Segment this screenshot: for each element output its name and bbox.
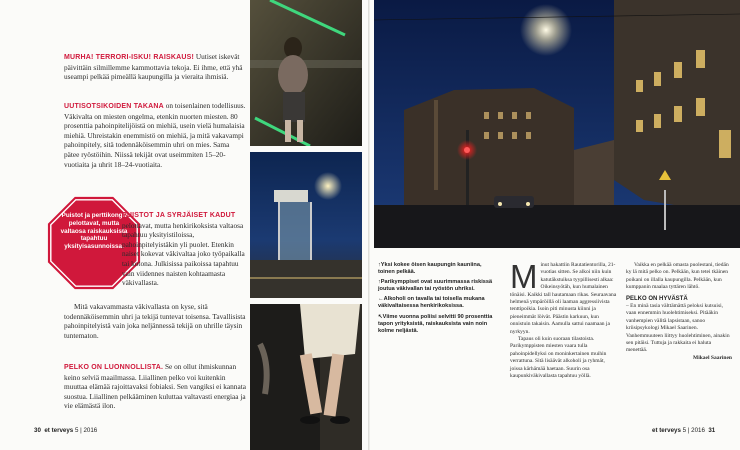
section-3-text: Se on ollut ihmiskunnan keino selviä maailmassa. Liiallinen pelko voi kuitenkin muuttaa elämää rajoittavaksi fobiaksi. Sen vangiksi ei kannata suostua. Liiallinen pelkääminen kuluttaa valtavasti energiaa ja vie elämästä ilon. (64, 362, 246, 411)
intro-heading: MURHA! TERRORI-ISKU! RAISKAUS! (64, 54, 195, 61)
right-folio (652, 427, 715, 434)
photo-woman-sitting (250, 304, 362, 450)
right-magazine-name: et terveys (652, 427, 681, 434)
left-folio (34, 427, 97, 434)
article-column-2 (626, 262, 732, 362)
right-page (370, 0, 740, 450)
intro-text: Uutiset iskevät päivittäin silmillemme kammottavia tekoja. Ei ihme, että yhä useampi pelkää pimeällä kaupungilla ja vieraita ihmisiä. (64, 52, 243, 82)
right-page-number: 31 (708, 427, 716, 434)
caption-2: ↑Parikymppiset ovat suurimmassa riskissä joutua väkivallan tai ryöstön uhriksi. (378, 279, 493, 293)
section-1 (64, 101, 246, 169)
sign-quote: Puistot ja perttikongit pelottavat, mutta valtaosa raiskauksista tapahtuu yksityisasunnoissa. (60, 212, 128, 251)
photo-bus-stop (250, 152, 362, 298)
column-2-text2: – En minä tasia välttämättä peloksi kutsuisi, vaan ennemmin huolehtimiseksi. Pitääkin vanhempien välitä lapsistaan, sanoo kriisipsykologi Mikael Saarinen. Vanhemmuuteen liittyy huolehtiminen, ainakin sen pitäisi. Tuttuja ja rakkaita ei haluta menettää. (626, 303, 730, 354)
caption-1: ↑Yksi kokee öisen kaupungin kauniina, toinen pelkää. (378, 262, 482, 276)
photo-city-street-night (374, 0, 740, 248)
dropcap: M (510, 258, 538, 295)
section-1-text: on toisenlainen todellisuus. Väkivalta on miesten ongelma, etenkin nuorten miesten. 80 prosenttia pahoinpitelijöistä on miehiä, usein vielä humalaisia miehiä. Uhreistakin enemmistö on miehiä, ja mitä vakavampi pahoinpitely, sitä todennäköisemmin uhri on mies. Sama pätee ryöstöihin. Niissä tekijät ovat useimmiten 15–20-vuotiaita ja uhrit 18–24-vuotiaita. (64, 101, 246, 169)
column-2-heading: PELKO ON HYVÄSTÄ (626, 295, 688, 302)
section-2-text2: Mitä vakavammasta väkivallasta on kyse, sitä todennäköisemmin uhri ja tekijä tuntevat toisensa. Tavallisista pahoinpitelyistä vain joka neljännessä tekijä on uhrille täysin tuntematon. (64, 302, 246, 340)
section-2 (122, 210, 246, 288)
section-1-heading: UUTISOTSIKOIDEN TAKANA (64, 103, 164, 110)
left-magazine-name: et terveys (44, 427, 74, 434)
right-issue: 5 | 2016 (682, 427, 705, 434)
left-issue: 5 | 2016 (74, 427, 98, 434)
section-2-text: pelottavat, mutta henkirikoksista valtaosa tapahtuu yksityistiloissa, pahoinpitelyistäkin yli puolet. Etenkin naiset kokevat väkivaltaa joko työpaikalla tai kotona. Julkisissa paikoissa tapahtuu vain viidennes naisten kohtaamasta väkivallasta. (122, 220, 245, 288)
section-3-heading: PELKO ON LUONNOLLISTA. (64, 364, 164, 371)
article-column-1 (510, 258, 618, 381)
column-2-signature: Mikael Saarinen (693, 354, 732, 361)
caption-4: ↖Viime vuonna poliisi selvitti 90 prosenttia tapon yrityksistä, raiskauksista vain noin kolme neljästä. (378, 313, 493, 334)
photo-captions (378, 262, 496, 338)
caption-3: ←Alkoholi on tavalla tai toisella mukana väkivaltaisessa henkirikoksissa. (378, 296, 485, 310)
column-1-text: inut hakattiin Rautatientorilla, 21-vuotias sitten. Se alkoi niin kuin katutäkstuiksa tyypillisesti alkaa: Oikeinsyötäh, kun humalainen tönäisi. Kaikki tall hautamaan rikas. Seuraavana helmenä ympäröillä oli laaman aggressiivista tenttipoikia. Isoin piti minusta kiinni ja pieneimmät löivät. Päästin karkuun, kun onnistuin takaisin. Aamulla sattui naamaan ja nyrkyyn. (510, 262, 617, 335)
intro-paragraph (64, 52, 246, 82)
photo-woman-crossing (250, 0, 362, 146)
section-2-heading: PUISTOT JA SYRJÄISET KADUT (122, 212, 236, 219)
left-page-number: 30 (34, 427, 41, 434)
column-2-text: Vaikka en pelkää omasta puolestani, tiedän ky lä mitä pelko on. Pelkään, kun tetei tkäinen poikani on illalla kaupungilla. Pelkään, kun kumppanin maalaa tyttären lähtö. (626, 262, 729, 291)
column-1-text2: Tapaus oli kuin suoraan tilastoista. Parikymppisten miesten vaara tulla pahoinpidellyksi on moninkertainen muihin verrattuna. Sitä lisäävät alkoholi ja ryhmät, joissa kärhämää haetaan. Suurin osa kaupunkiväkivallasta tapahtuu yöllä. (510, 336, 607, 380)
section-3 (64, 362, 246, 411)
section-2-continued (64, 302, 246, 340)
